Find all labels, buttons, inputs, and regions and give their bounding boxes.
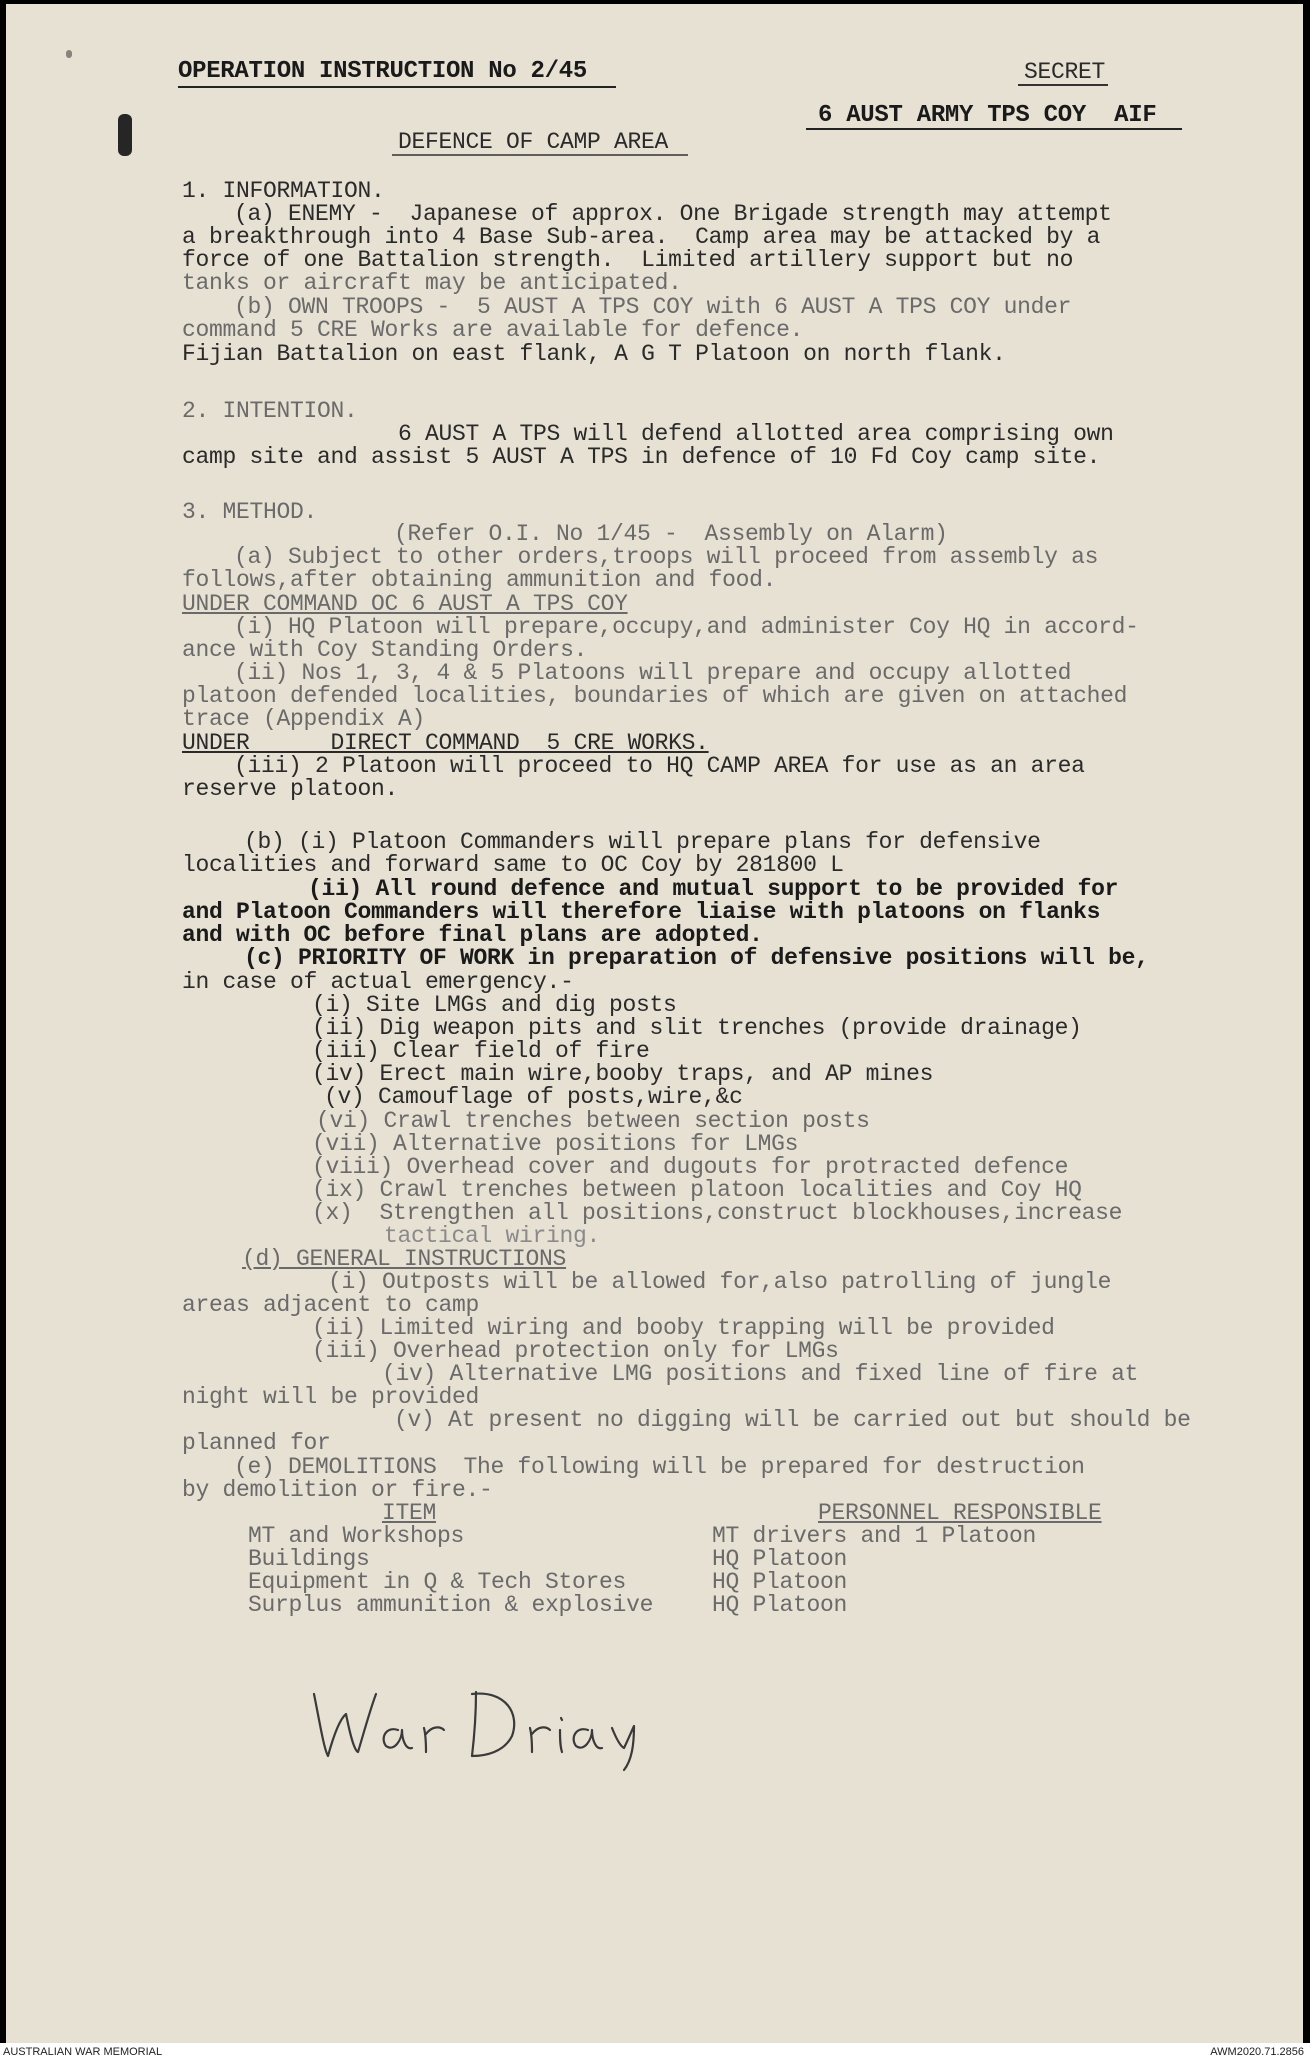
body-line: (e) DEMOLITIONS The following will be prepared for destruction [234, 1454, 1085, 1480]
table-cell-item: Surplus ammunition & explosive [248, 1592, 654, 1618]
table-cell-personnel: HQ Platoon [712, 1546, 848, 1572]
body-line: tanks or aircraft may be anticipated. [182, 270, 682, 296]
body-line: (iii) Overhead protection only for LMGs [312, 1338, 839, 1364]
body-line: (a) ENEMY - Japanese of approx. One Brigade strength may attempt [234, 201, 1112, 227]
sub-heading: UNDER DIRECT COMMAND 5 CRE WORKS. [182, 730, 709, 756]
table-header-personnel: PERSONNEL RESPONSIBLE [818, 1500, 1102, 1526]
body-line: trace (Appendix A) [182, 706, 426, 732]
body-line: force of one Battalion strength. Limited artillery support but no [182, 247, 1074, 273]
sub-heading: (d) GENERAL INSTRUCTIONS [242, 1246, 567, 1272]
body-line: and Platoon Commanders will therefore liaise with platoons on flanks [182, 899, 1101, 925]
body-line: night will be provided [182, 1384, 480, 1410]
body-line: (b) OWN TROOPS - 5 AUST A TPS COY with 6 AUST A TPS COY under [234, 294, 1072, 320]
body-line: (c) PRIORITY OF WORK in preparation of defensive positions will be, [244, 945, 1149, 971]
body-line: (v) At present no digging will be carried out but should be [394, 1407, 1191, 1433]
body-line: areas adjacent to camp [182, 1292, 480, 1318]
priority-item: (i) Site LMGs and dig posts [312, 992, 677, 1018]
hole-stain-top [118, 114, 132, 156]
priority-item: (ix) Crawl trenches between platoon localities and Coy HQ [312, 1177, 1082, 1203]
sub-heading: UNDER COMMAND OC 6 AUST A TPS COY [182, 591, 628, 617]
table-cell-personnel: HQ Platoon [712, 1569, 848, 1595]
war-diary-handwriting [306, 1664, 646, 1777]
archive-reference: AWM2020.71.2856 [1210, 2046, 1304, 2058]
doc-subtitle: DEFENCE OF CAMP AREA [398, 129, 669, 155]
body-line: (ii) Limited wiring and booby trapping will be provided [312, 1315, 1055, 1341]
body-line: camp site and assist 5 AUST A TPS in defence of 10 Fd Coy camp site. [182, 444, 1101, 470]
priority-item: (vi) Crawl trenches between section posts [316, 1108, 870, 1134]
unit-name: 6 AUST ARMY TPS COY AIF [818, 102, 1157, 129]
subtitle-underline [392, 153, 692, 157]
priority-item: (vii) Alternative positions for LMGs [312, 1131, 799, 1157]
body-line: Fijian Battalion on east flank, A G T Platoon on north flank. [182, 341, 1006, 367]
priority-item: (viii) Overhead cover and dugouts for protracted defence [312, 1154, 1069, 1180]
title-underline [178, 85, 618, 89]
body-line: reserve platoon. [182, 776, 399, 802]
section-1-heading: 1. INFORMATION. [182, 178, 385, 204]
priority-item: (ii) Dig weapon pits and slit trenches (provide drainage) [312, 1015, 1082, 1041]
classification: SECRET [1024, 59, 1106, 85]
body-line: (ii) Nos 1, 3, 4 & 5 Platoons will prepare and occupy allotted [234, 660, 1072, 686]
body-line: (iv) Alternative LMG positions and fixed line of fire at [382, 1361, 1139, 1387]
table-header-item: ITEM [382, 1500, 437, 1526]
section-2-heading: 2. INTENTION. [182, 398, 358, 424]
hole-stain-small [66, 50, 72, 58]
body-line: command 5 CRE Works are available for defence. [182, 317, 804, 343]
body-line: localities and forward same to OC Coy by 281800 L [182, 852, 844, 878]
priority-item: (v) Camouflage of posts,wire,&c [324, 1084, 743, 1110]
unit-underline [806, 127, 1186, 131]
priority-item: (iv) Erect main wire,booby traps, and AP mines [312, 1061, 934, 1087]
body-line: (i) Outposts will be allowed for,also patrolling of jungle [328, 1269, 1112, 1295]
body-line: a breakthrough into 4 Base Sub-area. Camp area may be attacked by a [182, 224, 1101, 250]
body-line: (b) (i) Platoon Commanders will prepare plans for defensive [244, 829, 1041, 855]
document-page [6, 4, 1303, 2045]
classification-underline [1018, 83, 1110, 87]
body-line: by demolition or fire.- [182, 1477, 493, 1503]
body-line: and with OC before final plans are adopted. [182, 922, 763, 948]
table-cell-personnel: MT drivers and 1 Platoon [712, 1523, 1037, 1549]
body-line: (Refer O.I. No 1/45 - Assembly on Alarm) [394, 521, 948, 547]
priority-item: (x) Strengthen all positions,construct blockhouses,increase [312, 1200, 1123, 1226]
body-line: follows,after obtaining ammunition and food. [182, 567, 777, 593]
archive-name: AUSTRALIAN WAR MEMORIAL [3, 2046, 163, 2058]
body-line: (ii) All round defence and mutual support to be provided for [308, 876, 1119, 902]
body-line: (i) HQ Platoon will prepare,occupy,and administer Coy HQ in accord- [234, 614, 1139, 640]
priority-item: tactical wiring. [384, 1223, 601, 1249]
body-line: 6 AUST A TPS will defend allotted area comprising own [398, 421, 1114, 447]
body-line: ance with Coy Standing Orders. [182, 637, 588, 663]
section-3-heading: 3. METHOD. [182, 499, 318, 525]
body-line: (a) Subject to other orders,troops will proceed from assembly as [234, 544, 1099, 570]
doc-title: OPERATION INSTRUCTION No 2/45 [178, 58, 587, 85]
body-line: planned for [182, 1430, 331, 1456]
priority-item: (iii) Clear field of fire [312, 1038, 650, 1064]
table-cell-item: Equipment in Q & Tech Stores [248, 1569, 627, 1595]
war-diary-annotation-text: War Diary [306, 1763, 369, 1777]
table-cell-item: Buildings [248, 1546, 370, 1572]
body-line: (iii) 2 Platoon will proceed to HQ CAMP AREA for use as an area [234, 753, 1085, 779]
table-cell-personnel: HQ Platoon [712, 1592, 848, 1618]
table-cell-item: MT and Workshops [248, 1523, 465, 1549]
archive-footer [0, 2043, 1310, 2061]
body-line: in case of actual emergency.- [182, 969, 574, 995]
body-line: platoon defended localities, boundaries of which are given on attached [182, 683, 1128, 709]
